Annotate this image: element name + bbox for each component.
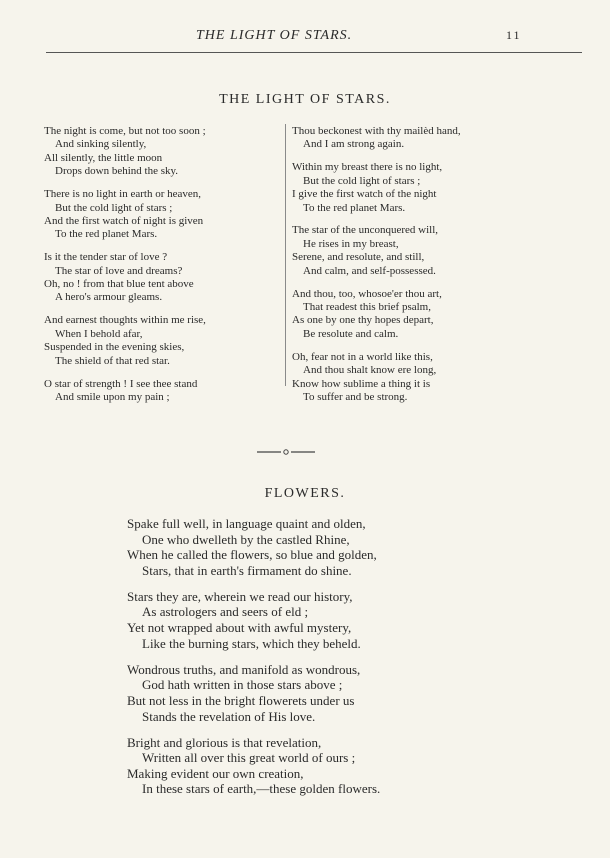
stanza <box>127 516 527 578</box>
poem-line: There is no light in earth or heaven, <box>44 188 202 201</box>
poem-line: Like the burning stars, which they beheld. <box>142 635 361 651</box>
poem-line: And I am strong again. <box>303 138 405 151</box>
stanza <box>127 589 527 651</box>
poem-line: Drops down behind the sky. <box>55 165 179 178</box>
poem-line: I give the first watch of the night <box>292 188 437 201</box>
poem-line: Spake full well, in language quaint and olden, <box>127 516 366 531</box>
poem-line: When I behold afar, <box>55 327 143 340</box>
poem-line: Wondrous truths, and manifold as wondrous, <box>127 661 361 677</box>
flowers-poem-body <box>127 516 527 808</box>
stanza <box>44 378 282 405</box>
poem-line: Stars, that in earth's firmament do shine. <box>142 562 352 578</box>
stanza <box>127 662 527 724</box>
poem-line: Stands the revelation of His love. <box>142 708 316 724</box>
poem-left-column <box>44 125 282 414</box>
poem-line: That readest this brief psalm, <box>303 300 431 313</box>
poem-line: Within my breast there is no light, <box>292 161 443 174</box>
poem-line: As one by one thy hopes depart, <box>292 314 434 327</box>
poem-line: Serene, and resolute, and still, <box>292 251 425 264</box>
poem-line: One who dwelleth by the castled Rhine, <box>142 531 350 547</box>
page-number: 11 <box>506 28 522 42</box>
stanza <box>292 125 528 152</box>
poem-line: And earnest thoughts within me rise, <box>44 314 206 327</box>
poem-line: Making evident our own creation, <box>127 765 304 781</box>
poem-line: The star of love and dreams? <box>55 264 183 277</box>
poem-title-light-of-stars: THE LIGHT OF STARS. <box>219 92 391 107</box>
poem-line: The shield of that red star. <box>55 354 170 367</box>
poem-line: Oh, no ! from that blue tent above <box>44 278 194 291</box>
poem-line: To the red planet Mars. <box>303 201 406 214</box>
poem-line: As astrologers and seers of eld ; <box>142 604 309 620</box>
poem-line: And smile upon my pain ; <box>55 390 170 403</box>
poem-line: And calm, and self-possessed. <box>303 264 436 277</box>
poem-line: When he called the flowers, so blue and golden, <box>127 547 377 563</box>
poem-line: But the cold light of stars ; <box>303 174 421 187</box>
poem-title-flowers: FLOWERS. <box>264 486 346 501</box>
stanza <box>44 188 282 242</box>
poem-line: Be resolute and calm. <box>303 327 399 340</box>
poem-line: But the cold light of stars ; <box>55 201 173 214</box>
poem-line: Oh, fear not in a world like this, <box>292 350 433 363</box>
poem-line: And sinking silently, <box>55 138 147 151</box>
poem-line: The star of the unconquered will, <box>292 224 439 237</box>
poem-line: In these stars of earth,—these golden flowers. <box>142 781 381 797</box>
section-ornament <box>257 447 315 457</box>
column-divider <box>285 124 286 386</box>
header-rule <box>46 52 582 53</box>
stanza <box>44 125 282 179</box>
poem-line: And the first watch of night is given <box>44 214 204 227</box>
poem-line: Thou beckonest with thy mailèd hand, <box>292 125 461 137</box>
poem-line: He rises in my breast, <box>303 237 399 250</box>
stanza <box>292 351 528 405</box>
poem-line: And thou, too, whosoe'er thou art, <box>292 287 442 300</box>
stanza <box>292 224 528 278</box>
poem-line: A hero's armour gleams. <box>55 291 163 304</box>
stanza <box>292 161 528 215</box>
stanza <box>44 251 282 305</box>
running-head <box>0 28 610 46</box>
poem-line: O star of strength ! I see thee stand <box>44 377 198 390</box>
running-title: THE LIGHT OF STARS. <box>196 28 353 43</box>
poem-line: Yet not wrapped about with awful mystery, <box>127 620 352 636</box>
poem-line: The night is come, but not too soon ; <box>44 125 206 137</box>
poem-line: Know how sublime a thing it is <box>292 377 431 390</box>
stanza <box>292 288 528 342</box>
poem-line: To the red planet Mars. <box>55 228 158 241</box>
poem-right-column <box>292 125 528 414</box>
stanza <box>127 735 527 797</box>
poem-line: Written all over this great world of ours ; <box>142 750 356 766</box>
poem-line: But not less in the bright flowerets under us <box>127 692 355 708</box>
poem-line: To suffer and be strong. <box>303 390 408 403</box>
poem-line: God hath written in those stars above ; <box>142 677 343 693</box>
poem-line: All silently, the little moon <box>44 151 163 164</box>
stanza <box>44 314 282 368</box>
poem-line: Suspended in the evening skies, <box>44 341 185 354</box>
poem-line: And thou shalt know ere long, <box>303 364 437 377</box>
poem-line: Is it the tender star of love ? <box>44 251 168 264</box>
poem-line: Stars they are, wherein we read our history, <box>127 588 353 604</box>
poem-line: Bright and glorious is that revelation, <box>127 734 322 750</box>
